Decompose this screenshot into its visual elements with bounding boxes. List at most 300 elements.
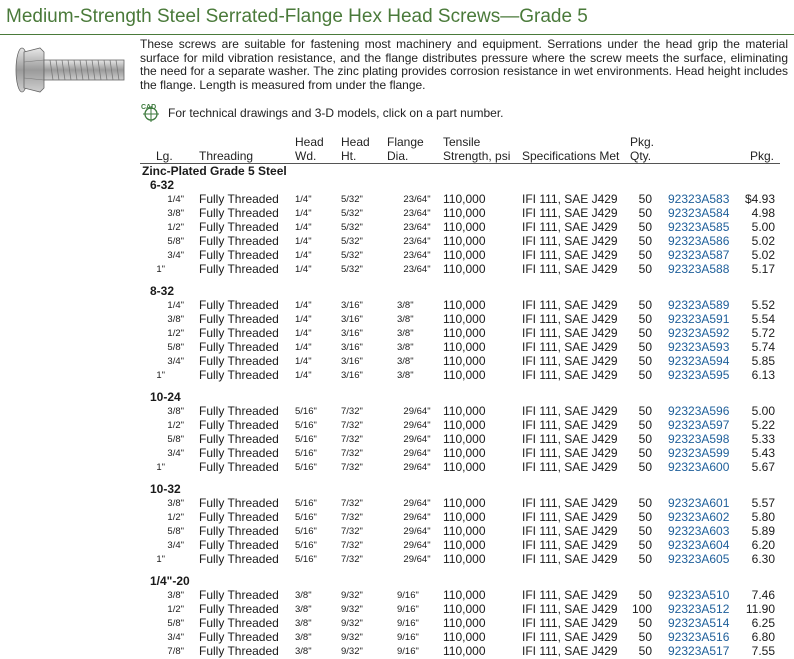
head-height-cell: 7/32"	[341, 526, 363, 537]
threading-cell: Fully Threaded	[199, 644, 279, 658]
head-width-cell: 3/8"	[295, 632, 312, 643]
table-row	[0, 404, 794, 418]
tensile-strength-cell: 110,000	[443, 248, 486, 262]
threading-cell: Fully Threaded	[199, 432, 279, 446]
part-number-link[interactable]: 92323A592	[668, 326, 730, 340]
header-pkg-price: Pkg.	[750, 149, 775, 163]
part-number-link[interactable]: 92323A599	[668, 446, 730, 460]
head-height-cell: 7/32"	[341, 512, 363, 523]
pkg-qty-cell: 100	[631, 602, 652, 616]
threading-cell: Fully Threaded	[199, 446, 279, 460]
section-title: Zinc-Plated Grade 5 Steel	[142, 164, 287, 178]
pkg-qty-cell: 50	[638, 206, 652, 220]
tensile-strength-cell: 110,000	[443, 524, 486, 538]
tensile-strength-cell: 110,000	[443, 510, 486, 524]
head-width-cell: 1/4"	[295, 222, 312, 233]
tensile-strength-cell: 110,000	[443, 588, 486, 602]
header-length: Lg.	[156, 149, 173, 163]
head-height-cell: 5/32"	[341, 194, 363, 205]
head-height-cell: 9/32"	[341, 604, 363, 615]
tensile-strength-cell: 110,000	[443, 644, 486, 658]
specifications-cell: IFI 111, SAE J429	[522, 510, 618, 524]
head-height-cell: 7/32"	[341, 434, 363, 445]
specifications-cell: IFI 111, SAE J429	[522, 588, 618, 602]
price-cell: 6.13	[751, 368, 775, 382]
part-number-link[interactable]: 92323A598	[668, 432, 730, 446]
flange-diameter-cell: 9/16"	[397, 646, 419, 657]
length-cell: 3/8"	[167, 406, 184, 417]
length-cell: 3/4"	[167, 540, 184, 551]
length-cell: 1"	[156, 264, 165, 275]
price-cell: $4.93	[744, 192, 775, 206]
table-row	[0, 206, 794, 220]
specifications-cell: IFI 111, SAE J429	[522, 234, 618, 248]
pkg-qty-cell: 50	[638, 262, 652, 276]
part-number-link[interactable]: 92323A601	[668, 496, 730, 510]
header-tensile-1: Tensile	[443, 135, 481, 149]
pkg-qty-cell: 50	[638, 326, 652, 340]
part-number-link[interactable]: 92323A583	[668, 192, 730, 206]
head-height-cell: 5/32"	[341, 236, 363, 247]
flange-diameter-cell: 3/8"	[397, 328, 414, 339]
table-row	[0, 496, 794, 510]
flange-diameter-cell: 9/16"	[397, 632, 419, 643]
flange-diameter-cell: 23/64"	[403, 194, 431, 205]
length-cell: 1/2"	[167, 328, 184, 339]
part-number-link[interactable]: 92323A602	[668, 510, 730, 524]
header-head-width-1: Head	[295, 135, 324, 149]
pkg-qty-cell: 50	[638, 644, 652, 658]
flange-diameter-cell: 3/8"	[397, 356, 414, 367]
header-flange-1: Flange	[387, 135, 424, 149]
length-cell: 1"	[156, 370, 165, 381]
head-width-cell: 5/16"	[295, 498, 317, 509]
specifications-cell: IFI 111, SAE J429	[522, 460, 618, 474]
threading-cell: Fully Threaded	[199, 312, 279, 326]
tensile-strength-cell: 110,000	[443, 552, 486, 566]
flange-diameter-cell: 9/16"	[397, 604, 419, 615]
head-height-cell: 5/32"	[341, 208, 363, 219]
head-height-cell: 7/32"	[341, 462, 363, 473]
header-pkg-qty-2: Qty.	[630, 149, 652, 163]
head-width-cell: 3/8"	[295, 590, 312, 601]
head-height-cell: 3/16"	[341, 342, 363, 353]
part-number-link[interactable]: 92323A597	[668, 418, 730, 432]
tensile-strength-cell: 110,000	[443, 602, 486, 616]
table-row	[0, 552, 794, 566]
pkg-qty-cell: 50	[638, 192, 652, 206]
threading-cell: Fully Threaded	[199, 262, 279, 276]
table-row	[0, 644, 794, 658]
price-cell: 7.55	[751, 644, 775, 658]
tensile-strength-cell: 110,000	[443, 354, 486, 368]
length-cell: 3/4"	[167, 356, 184, 367]
specifications-cell: IFI 111, SAE J429	[522, 496, 618, 510]
flange-diameter-cell: 3/8"	[397, 314, 414, 325]
table-row	[0, 354, 794, 368]
table-row	[0, 510, 794, 524]
price-cell: 6.25	[751, 616, 775, 630]
pkg-qty-cell: 50	[638, 220, 652, 234]
head-width-cell: 5/16"	[295, 448, 317, 459]
part-number-link[interactable]: 92323A584	[668, 206, 730, 220]
threading-cell: Fully Threaded	[199, 630, 279, 644]
thread-size-label: 8-32	[150, 284, 175, 298]
price-cell: 5.89	[751, 524, 775, 538]
flange-diameter-cell: 3/8"	[397, 300, 414, 311]
specifications-cell: IFI 111, SAE J429	[522, 538, 618, 552]
tensile-strength-cell: 110,000	[443, 312, 486, 326]
thread-size-label: 10-32	[150, 482, 181, 496]
price-cell: 7.46	[751, 588, 775, 602]
head-width-cell: 5/16"	[295, 420, 317, 431]
head-height-cell: 7/32"	[341, 554, 363, 565]
specifications-cell: IFI 111, SAE J429	[522, 524, 618, 538]
length-cell: 1/2"	[167, 420, 184, 431]
cad-note: For technical drawings and 3-D models, click on a part number.	[168, 106, 504, 120]
threading-cell: Fully Threaded	[199, 248, 279, 262]
threading-cell: Fully Threaded	[199, 496, 279, 510]
specifications-cell: IFI 111, SAE J429	[522, 340, 618, 354]
table-row	[0, 220, 794, 234]
tensile-strength-cell: 110,000	[443, 616, 486, 630]
price-cell: 5.02	[751, 234, 775, 248]
threading-cell: Fully Threaded	[199, 524, 279, 538]
table-row	[0, 630, 794, 644]
head-width-cell: 1/4"	[295, 264, 312, 275]
length-cell: 3/4"	[167, 632, 184, 643]
part-number-link[interactable]: 92323A600	[668, 460, 730, 474]
tensile-strength-cell: 110,000	[443, 404, 486, 418]
flange-diameter-cell: 29/64"	[403, 420, 431, 431]
head-width-cell: 3/8"	[295, 604, 312, 615]
pkg-qty-cell: 50	[638, 340, 652, 354]
flange-diameter-cell: 29/64"	[403, 462, 431, 473]
price-cell: 6.80	[751, 630, 775, 644]
head-height-cell: 7/32"	[341, 540, 363, 551]
flange-diameter-cell: 29/64"	[403, 554, 431, 565]
price-cell: 6.20	[751, 538, 775, 552]
pkg-qty-cell: 50	[638, 616, 652, 630]
pkg-qty-cell: 50	[638, 630, 652, 644]
part-number-link[interactable]: 92323A593	[668, 340, 730, 354]
price-cell: 5.80	[751, 510, 775, 524]
part-number-link[interactable]: 92323A588	[668, 262, 730, 276]
head-width-cell: 1/4"	[295, 236, 312, 247]
thread-size-label: 10-24	[150, 390, 181, 404]
tensile-strength-cell: 110,000	[443, 326, 486, 340]
table-row	[0, 326, 794, 340]
specifications-cell: IFI 111, SAE J429	[522, 418, 618, 432]
price-cell: 5.33	[751, 432, 775, 446]
head-height-cell: 7/32"	[341, 448, 363, 459]
part-number-link[interactable]: 92323A591	[668, 312, 730, 326]
header-pkg-qty-1: Pkg.	[630, 135, 655, 149]
part-number-link[interactable]: 92323A594	[668, 354, 730, 368]
flange-diameter-cell: 29/64"	[403, 406, 431, 417]
price-cell: 5.52	[751, 298, 775, 312]
table-row	[0, 418, 794, 432]
head-width-cell: 5/16"	[295, 540, 317, 551]
price-cell: 11.90	[745, 602, 775, 616]
length-cell: 1"	[156, 462, 165, 473]
price-cell: 5.00	[751, 404, 775, 418]
head-height-cell: 5/32"	[341, 222, 363, 233]
price-cell: 5.02	[751, 248, 775, 262]
header-head-height-2: Ht.	[341, 149, 357, 163]
threading-cell: Fully Threaded	[199, 460, 279, 474]
head-height-cell: 3/16"	[341, 300, 363, 311]
table-row	[0, 538, 794, 552]
specifications-cell: IFI 111, SAE J429	[522, 644, 618, 658]
table-row	[0, 312, 794, 326]
flange-diameter-cell: 23/64"	[403, 250, 431, 261]
length-cell: 1/2"	[167, 512, 184, 523]
flange-diameter-cell: 9/16"	[397, 618, 419, 629]
tensile-strength-cell: 110,000	[443, 192, 486, 206]
head-width-cell: 1/4"	[295, 250, 312, 261]
price-cell: 5.00	[751, 220, 775, 234]
table-row	[0, 524, 794, 538]
price-cell: 5.74	[751, 340, 775, 354]
threading-cell: Fully Threaded	[199, 404, 279, 418]
length-cell: 1"	[156, 554, 165, 565]
head-width-cell: 3/8"	[295, 618, 312, 629]
length-cell: 7/8"	[167, 646, 184, 657]
pkg-qty-cell: 50	[638, 368, 652, 382]
flange-diameter-cell: 23/64"	[403, 222, 431, 233]
head-height-cell: 7/32"	[341, 498, 363, 509]
price-cell: 5.67	[751, 460, 775, 474]
threading-cell: Fully Threaded	[199, 552, 279, 566]
pkg-qty-cell: 50	[638, 298, 652, 312]
price-cell: 5.54	[751, 312, 775, 326]
specifications-cell: IFI 111, SAE J429	[522, 630, 618, 644]
head-width-cell: 5/16"	[295, 512, 317, 523]
length-cell: 5/8"	[167, 236, 184, 247]
flange-diameter-cell: 29/64"	[403, 448, 431, 459]
threading-cell: Fully Threaded	[199, 340, 279, 354]
threading-cell: Fully Threaded	[199, 206, 279, 220]
table-row	[0, 446, 794, 460]
head-height-cell: 5/32"	[341, 250, 363, 261]
head-width-cell: 1/4"	[295, 328, 312, 339]
specifications-cell: IFI 111, SAE J429	[522, 192, 618, 206]
length-cell: 1/4"	[167, 194, 184, 205]
head-height-cell: 3/16"	[341, 314, 363, 325]
threading-cell: Fully Threaded	[199, 298, 279, 312]
tensile-strength-cell: 110,000	[443, 496, 486, 510]
head-width-cell: 3/8"	[295, 646, 312, 657]
specifications-cell: IFI 111, SAE J429	[522, 298, 618, 312]
tensile-strength-cell: 110,000	[443, 368, 486, 382]
specifications-cell: IFI 111, SAE J429	[522, 248, 618, 262]
specifications-cell: IFI 111, SAE J429	[522, 616, 618, 630]
table-row	[0, 262, 794, 276]
head-height-cell: 9/32"	[341, 590, 363, 601]
head-width-cell: 1/4"	[295, 356, 312, 367]
tensile-strength-cell: 110,000	[443, 460, 486, 474]
table-row	[0, 368, 794, 382]
threading-cell: Fully Threaded	[199, 234, 279, 248]
table-row	[0, 340, 794, 354]
flange-diameter-cell: 9/16"	[397, 590, 419, 601]
specifications-cell: IFI 111, SAE J429	[522, 552, 618, 566]
pkg-qty-cell: 50	[638, 588, 652, 602]
table-row	[0, 192, 794, 206]
tensile-strength-cell: 110,000	[443, 630, 486, 644]
length-cell: 5/8"	[167, 434, 184, 445]
specifications-cell: IFI 111, SAE J429	[522, 326, 618, 340]
head-width-cell: 5/16"	[295, 434, 317, 445]
flange-diameter-cell: 23/64"	[403, 264, 431, 275]
header-head-height-1: Head	[341, 135, 370, 149]
pkg-qty-cell: 50	[638, 496, 652, 510]
pkg-qty-cell: 50	[638, 234, 652, 248]
part-number-link[interactable]: 92323A512	[668, 602, 730, 616]
pkg-qty-cell: 50	[638, 248, 652, 262]
table-row	[0, 588, 794, 602]
part-number-link[interactable]: 92323A604	[668, 538, 730, 552]
page-title: Medium-Strength Steel Serrated-Flange Hex Head Screws—Grade 5	[6, 6, 588, 27]
pkg-qty-cell: 50	[638, 524, 652, 538]
header-tensile-2: Strength, psi	[443, 149, 511, 163]
part-number-link[interactable]: 92323A586	[668, 234, 730, 248]
length-cell: 5/8"	[167, 618, 184, 629]
price-cell: 5.72	[751, 326, 775, 340]
price-cell: 5.17	[751, 262, 775, 276]
price-cell: 4.98	[751, 206, 775, 220]
table-row	[0, 234, 794, 248]
tensile-strength-cell: 110,000	[443, 220, 486, 234]
part-number-link[interactable]: 92323A514	[668, 616, 730, 630]
head-width-cell: 1/4"	[295, 342, 312, 353]
head-height-cell: 5/32"	[341, 264, 363, 275]
price-cell: 5.85	[751, 354, 775, 368]
specifications-cell: IFI 111, SAE J429	[522, 312, 618, 326]
head-height-cell: 7/32"	[341, 406, 363, 417]
pkg-qty-cell: 50	[638, 446, 652, 460]
head-width-cell: 1/4"	[295, 194, 312, 205]
thread-size-label: 1/4"-20	[150, 574, 190, 588]
head-width-cell: 1/4"	[295, 208, 312, 219]
tensile-strength-cell: 110,000	[443, 340, 486, 354]
length-cell: 3/4"	[167, 448, 184, 459]
table-row	[0, 432, 794, 446]
length-cell: 3/8"	[167, 590, 184, 601]
flange-diameter-cell: 29/64"	[403, 498, 431, 509]
pkg-qty-cell: 50	[638, 432, 652, 446]
specifications-cell: IFI 111, SAE J429	[522, 354, 618, 368]
threading-cell: Fully Threaded	[199, 220, 279, 234]
pkg-qty-cell: 50	[638, 510, 652, 524]
length-cell: 3/8"	[167, 314, 184, 325]
thread-size-label: 6-32	[150, 178, 175, 192]
specifications-cell: IFI 111, SAE J429	[522, 368, 618, 382]
flange-diameter-cell: 29/64"	[403, 540, 431, 551]
head-height-cell: 9/32"	[341, 646, 363, 657]
head-width-cell: 1/4"	[295, 300, 312, 311]
part-number-link[interactable]: 92323A595	[668, 368, 730, 382]
table-row	[0, 298, 794, 312]
part-number-link[interactable]: 92323A510	[668, 588, 730, 602]
price-cell: 6.30	[751, 552, 775, 566]
threading-cell: Fully Threaded	[199, 602, 279, 616]
head-width-cell: 5/16"	[295, 554, 317, 565]
tensile-strength-cell: 110,000	[443, 418, 486, 432]
part-number-link[interactable]: 92323A596	[668, 404, 730, 418]
header-head-width-2: Wd.	[295, 149, 317, 163]
head-width-cell: 1/4"	[295, 370, 312, 381]
part-number-link[interactable]: 92323A516	[668, 630, 730, 644]
price-cell: 5.22	[751, 418, 775, 432]
head-height-cell: 3/16"	[341, 370, 363, 381]
flange-diameter-cell: 23/64"	[403, 236, 431, 247]
svg-text:CAD: CAD	[141, 104, 157, 111]
specifications-cell: IFI 111, SAE J429	[522, 602, 618, 616]
threading-cell: Fully Threaded	[199, 588, 279, 602]
tensile-strength-cell: 110,000	[443, 206, 486, 220]
header-threading: Threading	[199, 149, 254, 163]
specifications-cell: IFI 111, SAE J429	[522, 220, 618, 234]
part-number-link[interactable]: 92323A517	[668, 644, 730, 658]
threading-cell: Fully Threaded	[199, 368, 279, 382]
flange-diameter-cell: 23/64"	[403, 208, 431, 219]
part-number-link[interactable]: 92323A589	[668, 298, 730, 312]
length-cell: 3/8"	[167, 498, 184, 509]
tensile-strength-cell: 110,000	[443, 432, 486, 446]
tensile-strength-cell: 110,000	[443, 538, 486, 552]
header-flange-2: Dia.	[387, 149, 409, 163]
part-number-link[interactable]: 92323A587	[668, 248, 730, 262]
specifications-cell: IFI 111, SAE J429	[522, 262, 618, 276]
length-cell: 3/4"	[167, 250, 184, 261]
pkg-qty-cell: 50	[638, 312, 652, 326]
price-cell: 5.43	[751, 446, 775, 460]
pkg-qty-cell: 50	[638, 460, 652, 474]
specifications-cell: IFI 111, SAE J429	[522, 446, 618, 460]
length-cell: 5/8"	[167, 342, 184, 353]
head-height-cell: 9/32"	[341, 618, 363, 629]
flange-diameter-cell: 3/8"	[397, 342, 414, 353]
table-row	[0, 602, 794, 616]
specifications-cell: IFI 111, SAE J429	[522, 206, 618, 220]
length-cell: 1/4"	[167, 300, 184, 311]
head-height-cell: 3/16"	[341, 328, 363, 339]
pkg-qty-cell: 50	[638, 538, 652, 552]
tensile-strength-cell: 110,000	[443, 298, 486, 312]
part-number-link[interactable]: 92323A585	[668, 220, 730, 234]
threading-cell: Fully Threaded	[199, 326, 279, 340]
head-width-cell: 5/16"	[295, 462, 317, 473]
threading-cell: Fully Threaded	[199, 616, 279, 630]
tensile-strength-cell: 110,000	[443, 234, 486, 248]
threading-cell: Fully Threaded	[199, 192, 279, 206]
length-cell: 3/8"	[167, 208, 184, 219]
flange-diameter-cell: 29/64"	[403, 512, 431, 523]
head-height-cell: 9/32"	[341, 632, 363, 643]
specifications-cell: IFI 111, SAE J429	[522, 432, 618, 446]
header-specifications: Specifications Met	[522, 149, 620, 163]
flange-diameter-cell: 3/8"	[397, 370, 414, 381]
head-width-cell: 5/16"	[295, 526, 317, 537]
table-row	[0, 460, 794, 474]
pkg-qty-cell: 50	[638, 404, 652, 418]
head-height-cell: 7/32"	[341, 420, 363, 431]
part-number-link[interactable]: 92323A603	[668, 524, 730, 538]
head-height-cell: 3/16"	[341, 356, 363, 367]
part-number-link[interactable]: 92323A605	[668, 552, 730, 566]
